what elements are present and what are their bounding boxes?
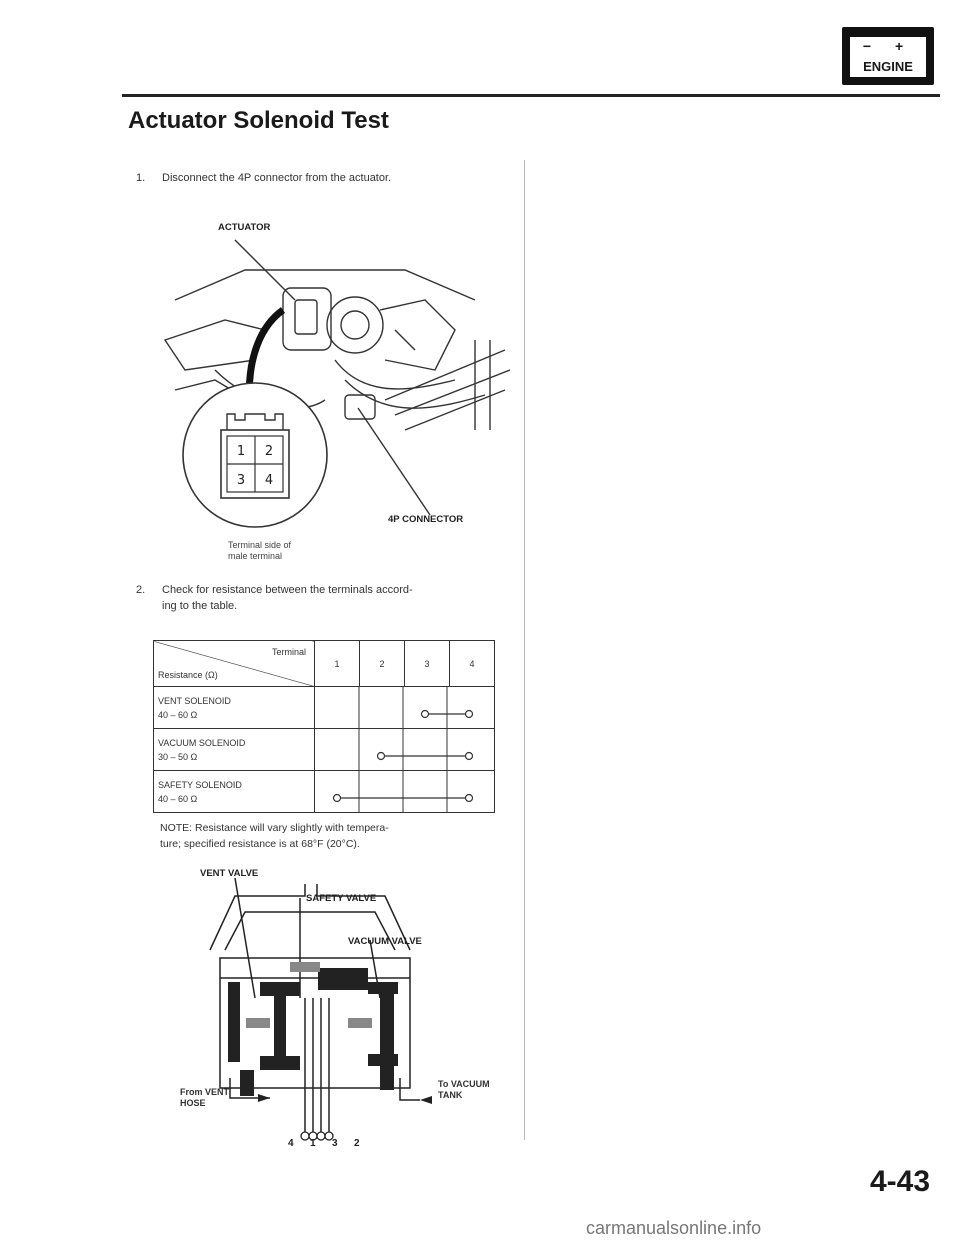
pin-3: 3	[236, 473, 246, 488]
terminal-node	[466, 711, 473, 718]
step-1-text: Disconnect the 4P connector from the actuator.	[162, 172, 392, 184]
row-name: VACUUM SOLENOID	[158, 737, 246, 748]
table-row	[154, 729, 495, 771]
vacuum-valve-label: VACUUM VALVE	[348, 936, 422, 947]
row-label	[154, 771, 315, 813]
pin-1: 1	[236, 444, 246, 459]
row-name: VENT SOLENOID	[158, 695, 231, 706]
terminal-node	[466, 795, 473, 802]
column-header: 1	[315, 641, 360, 687]
terminal-number: 4	[288, 1138, 294, 1149]
from-line2: HOSE	[180, 1098, 206, 1108]
note-line1: NOTE: Resistance will vary slightly with tempera-	[160, 822, 389, 834]
terminal-node	[334, 795, 341, 802]
row-label	[154, 729, 315, 771]
pin-2: 2	[264, 444, 274, 459]
continuity-graphic	[315, 771, 491, 813]
column-header: 3	[405, 641, 450, 687]
step-2-line1: Check for resistance between the terminals accord-	[162, 584, 413, 596]
row-value: 30 – 50 Ω	[158, 751, 198, 762]
page-title: Actuator Solenoid Test	[128, 107, 389, 134]
watermark: carmanualsonline.info	[586, 1218, 762, 1238]
terminal-number: 1	[310, 1138, 316, 1149]
pin-4: 4	[264, 473, 274, 488]
terminal-number: 2	[354, 1138, 360, 1149]
table-row	[154, 687, 495, 729]
row-name: SAFETY SOLENOID	[158, 779, 242, 790]
from-line1: From VENT	[180, 1087, 230, 1097]
actuator-location-illustration	[155, 230, 520, 540]
battery-icon	[848, 35, 928, 79]
note	[160, 820, 389, 852]
badge-label: ENGINE	[863, 59, 913, 74]
header-terminal: Terminal	[271, 647, 306, 657]
continuity-graphic	[315, 729, 491, 771]
actuator-label: ACTUATOR	[218, 222, 271, 233]
terminal-node	[378, 753, 385, 760]
terminal-caption-line2: male terminal	[228, 551, 283, 561]
step-2-number: 2.	[136, 584, 146, 596]
valve-cutaway-diagram	[180, 878, 500, 1150]
header-rule	[122, 94, 940, 97]
table-row	[154, 771, 495, 813]
continuity-graphic	[315, 687, 491, 729]
terminal-node	[466, 753, 473, 760]
terminal-number: 3	[332, 1138, 338, 1149]
table-header-row	[154, 641, 495, 687]
note-line2: ture; specified resistance is at 68°F (20°C).	[160, 838, 360, 850]
terminal-node	[422, 711, 429, 718]
4p-connector-label: 4P CONNECTOR	[388, 514, 464, 525]
table-corner-cell	[154, 641, 315, 687]
step-2-line2: ing to the table.	[162, 600, 238, 612]
header-resistance: Resistance (Ω)	[158, 670, 218, 680]
row-value: 40 – 60 Ω	[158, 793, 198, 804]
continuity-cells	[315, 771, 495, 813]
vent-valve-label: VENT VALVE	[200, 868, 259, 879]
terminal-caption-line1: Terminal side of	[228, 540, 292, 550]
from-vent-hose-label	[180, 1087, 229, 1109]
continuity-cells	[315, 687, 495, 729]
column-header: 2	[360, 641, 405, 687]
column-divider	[524, 160, 525, 1140]
step-2	[136, 582, 413, 614]
to-vacuum-tank-label	[438, 1079, 490, 1101]
column-header: 4	[450, 641, 495, 687]
badge-symbols: − +	[862, 38, 914, 54]
terminal-caption	[228, 540, 291, 562]
safety-valve-label: SAFETY VALVE	[306, 893, 377, 904]
resistance-table	[153, 640, 495, 813]
engine-section-badge	[842, 27, 934, 85]
row-value: 40 – 60 Ω	[158, 709, 198, 720]
continuity-cells	[315, 729, 495, 771]
to-line2: TANK	[438, 1090, 463, 1100]
step-1	[136, 170, 391, 186]
page-number: 4-43	[870, 1165, 931, 1198]
terminal-numbers	[288, 1138, 376, 1149]
step-1-number: 1.	[136, 172, 146, 184]
to-line1: To VACUUM	[438, 1079, 490, 1089]
row-label	[154, 687, 315, 729]
